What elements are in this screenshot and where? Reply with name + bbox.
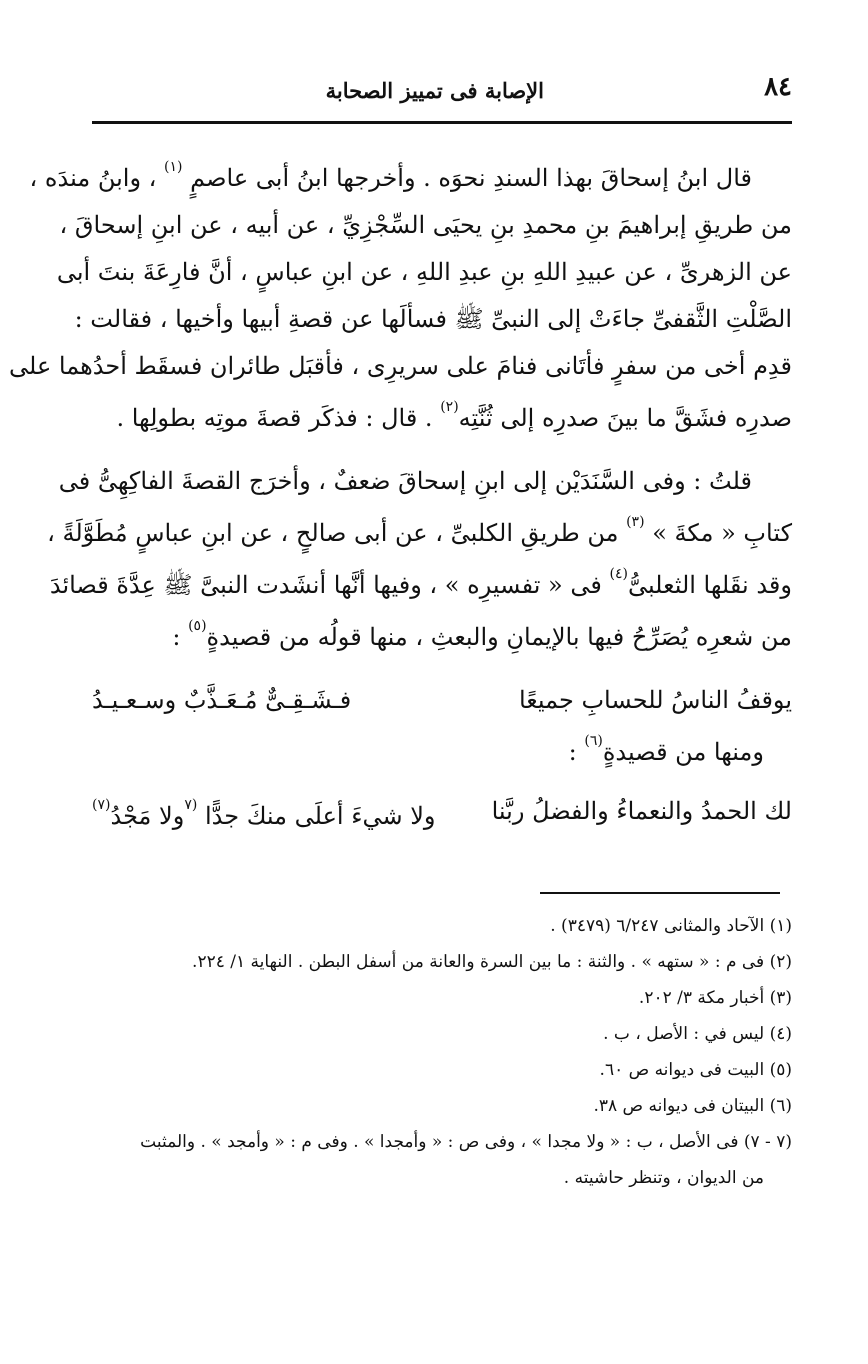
running-title: الإصابة فى تمييز الصحابة — [325, 78, 544, 103]
text-line: وقد نقَلها الثعلبىُّ$^{(٤)}$ فى « تفسيرِه » ، وفيها أنَّها أنشَدت النبىَّ ﷺ عِدَّةَ قصائدَ — [49, 566, 792, 599]
verse-line — [92, 788, 792, 840]
page-header — [92, 66, 792, 114]
footnote: (٤) ليس في : الأصل ، ب . — [603, 1024, 792, 1044]
footnote-marker: (٧ — [184, 797, 198, 813]
verse-hemistich: لك الحمدُ والنعماءُ والفضلُ ربَّنا — [491, 797, 792, 825]
verse-intro: ومنها من قصيدةٍ$^{(٦)}$ : — [568, 733, 764, 766]
footnote-marker: (٤) — [609, 566, 628, 582]
footnote-marker: (٢) — [440, 399, 459, 415]
verse-hemistich: ولا شيءَ أعلَى منكَ جدًّا $^{(٧}$ولا مَجْدُ$^{(٧)}$ — [92, 797, 436, 830]
footnote-marker: (٣) — [626, 514, 645, 530]
footnote: (٢) فى م : « ستهه » . والثنة : ما بين السرة والعانة من أسفل البطن . النهاية ١/ ٢٢٤. — [192, 952, 792, 972]
footnote-rule — [540, 892, 780, 894]
footnote-marker: (٦) — [584, 733, 603, 749]
footnote: (٣) أخبار مكة ٣/ ٢٠٢. — [638, 988, 792, 1008]
verse-hemistich: فـشَـقِـىٌّ مُـعَـذَّبٌ وسـعـيـدُ — [92, 686, 352, 714]
text-line: من شعرِه يُصَرِّحُ فيها بالإيمانِ والبعثِ ، منها قولُه من قصيدةٍ$^{(٥)}$ : — [172, 618, 792, 651]
main-text — [9, 150, 792, 840]
header-rule — [92, 121, 792, 124]
poetry-block — [92, 677, 792, 840]
paragraph-1 — [9, 150, 792, 442]
page-number: ٨٤ — [764, 72, 792, 102]
paragraph-2 — [47, 458, 792, 661]
footnote-marker: (٥) — [188, 618, 207, 634]
text-line: صدرِه فشَقَّ ما بينَ صدرِه إلى ثُنَّتِه$^{(٢)}$ . قال : فذكَر قصةَ موتِه بطولِها . — [116, 399, 792, 432]
text-line: كتابِ « مكةَ » $^{(٣)}$ من طريقِ الكلبىِّ ، عن أبى صالحٍ ، عن ابنِ عباسٍ مُطَوَّلَةً ، — [47, 514, 792, 547]
footnote: (٦) البيتان فى ديوانه ص ٣٨. — [593, 1096, 792, 1116]
text-line: الصَّلْتِ الثَّقفىِّ جاءَتْ إلى النبىِّ ﷺ فسألَها عن قصةِ أبيها وأخيها ، فقالت : — [74, 305, 792, 333]
text-line: قلتُ : وفى السَّنَدَيْن إلى ابنِ إسحاقَ ضعفٌ ، وأخرَج القصةَ الفاكِهِىُّ فى — [58, 467, 752, 495]
footnotes — [92, 908, 792, 1196]
text-line: من طريقِ إبراهيمَ بنِ محمدِ بنِ يحيَى السِّجْزِيِّ ، عن أبيه ، عن ابنِ إسحاقَ ، — [59, 211, 792, 239]
verse-line — [92, 677, 792, 724]
text-line: عن الزهرىِّ ، عن عبيدِ اللهِ بنِ عبدِ اللهِ ، عن ابنِ عباسٍ ، أنَّ فارِعَةَ بنتَ أبى — [56, 258, 792, 286]
footnote: (٧ - ٧) فى الأصل ، ب : « ولا مجدا » ، وفى ص : « وأمجدا » . وفى م : « وأمجد » . والمثبت — [140, 1132, 792, 1152]
verse-hemistich: يوقفُ الناسُ للحسابِ جميعًا — [518, 686, 792, 714]
text-line: قال ابنُ إسحاقَ بهذا السندِ نحوَه . وأخرجها ابنُ أبى عاصمٍ $^{(١)}$ ، وابنُ مندَه ، — [29, 159, 752, 192]
footnote-marker: (١) — [164, 159, 183, 175]
footnote: (٥) البيت فى ديوانه ص ٦٠. — [599, 1060, 792, 1080]
footnote-marker: (٧) — [92, 797, 111, 813]
footnote-continuation: من الديوان ، وتنظر حاشيته . — [563, 1168, 764, 1188]
text-line: قدِم أخى من سفرٍ فأتَانى فنامَ على سريرِى ، فأقبَل طائران فسقَط أحدُهما على — [9, 352, 792, 380]
footnote: (١) الآحاد والمثانى ٦/٢٤٧ (٣٤٧٩) . — [550, 916, 792, 936]
